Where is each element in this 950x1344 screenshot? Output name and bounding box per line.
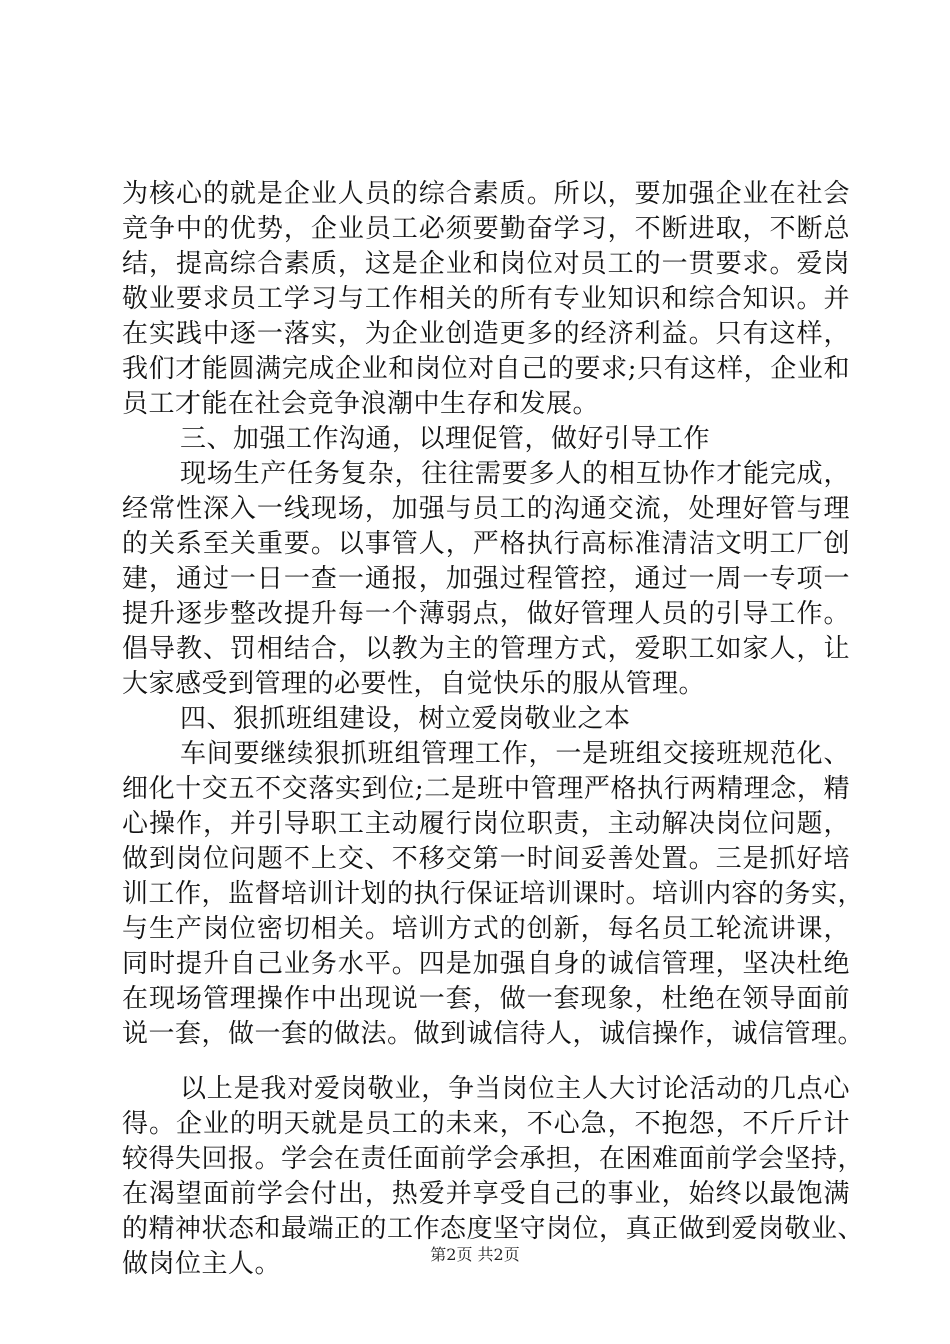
text-line: 员工才能在社会竞争浪潮中生存和发展。	[122, 389, 600, 419]
text-line: 得。企业的明天就是员工的未来，不心急，不抱怨，不斤斤计	[122, 1109, 850, 1139]
text-line: 结，提高综合素质，这是企业和岗位对员工的一贯要求。爱岗	[122, 249, 850, 279]
text-line: 较得失回报。学会在责任面前学会承担，在困难面前学会坚持，	[122, 1144, 865, 1174]
text-line: 现场生产任务复杂，往往需要多人的相互协作才能完成，	[180, 459, 850, 489]
text-line: 做到岗位问题不上交、不移交第一时间妥善处置。三是抓好培	[122, 844, 850, 874]
section-heading: 三、加强工作沟通，以理促管，做好引导工作	[180, 424, 711, 454]
text-line: 的精神状态和最端正的工作态度坚守岗位，真正做到爱岗敬业、	[122, 1214, 865, 1244]
text-line: 在现场管理操作中出现说一套，做一套现象，杜绝在领导面前	[122, 984, 850, 1014]
text-line: 为核心的就是企业人员的综合素质。所以，要加强企业在社会	[122, 179, 850, 209]
text-line: 车间要继续狠抓班组管理工作，一是班组交接班规范化、	[180, 739, 850, 769]
text-line: 建，通过一日一查一通报，加强过程管控，通过一周一专项一	[122, 564, 850, 594]
text-line: 的关系至关重要。以事管人，严格执行高标准清洁文明工厂创	[122, 529, 850, 559]
text-line: 在渴望面前学会付出，热爱并享受自己的事业，始终以最饱满	[122, 1179, 850, 1209]
text-line: 与生产岗位密切相关。培训方式的创新，每名员工轮流讲课，	[122, 914, 850, 944]
page-footer: 第2页 共2页	[430, 1245, 520, 1264]
text-line: 竞争中的优势，企业员工必须要勤奋学习，不断进取，不断总	[122, 214, 850, 244]
text-line: 做岗位主人。	[122, 1249, 282, 1279]
text-line: 提升逐步整改提升每一个薄弱点，做好管理人员的引导工作。	[122, 599, 850, 629]
text-line: 心操作，并引导职工主动履行岗位职责，主动解决岗位问题，	[122, 809, 850, 839]
text-line: 以上是我对爱岗敬业，争当岗位主人大讨论活动的几点心	[180, 1074, 850, 1104]
text-line: 我们才能圆满完成企业和岗位对自己的要求;只有这样，企业和	[122, 354, 850, 384]
text-line: 敬业要求员工学习与工作相关的所有专业知识和综合知识。并	[122, 284, 850, 314]
text-line: 大家感受到管理的必要性，自觉快乐的服从管理。	[122, 669, 706, 699]
text-line: 倡导教、罚相结合，以教为主的管理方式，爱职工如家人，让	[122, 634, 850, 664]
text-line: 细化十交五不交落实到位;二是班中管理严格执行两精理念，精	[122, 774, 850, 804]
text-line: 在实践中逐一落实，为企业创造更多的经济利益。只有这样，	[122, 319, 850, 349]
text-line: 经常性深入一线现场，加强与员工的沟通交流，处理好管与理	[122, 494, 850, 524]
text-line: 说一套，做一套的做法。做到诚信待人，诚信操作，诚信管理。	[122, 1019, 865, 1049]
text-line: 训工作，监督培训计划的执行保证培训课时。培训内容的务实，	[122, 879, 865, 909]
text-line: 同时提升自己业务水平。四是加强自身的诚信管理，坚决杜绝	[122, 949, 850, 979]
section-heading: 四、狠抓班组建设，树立爱岗敬业之本	[180, 704, 631, 734]
